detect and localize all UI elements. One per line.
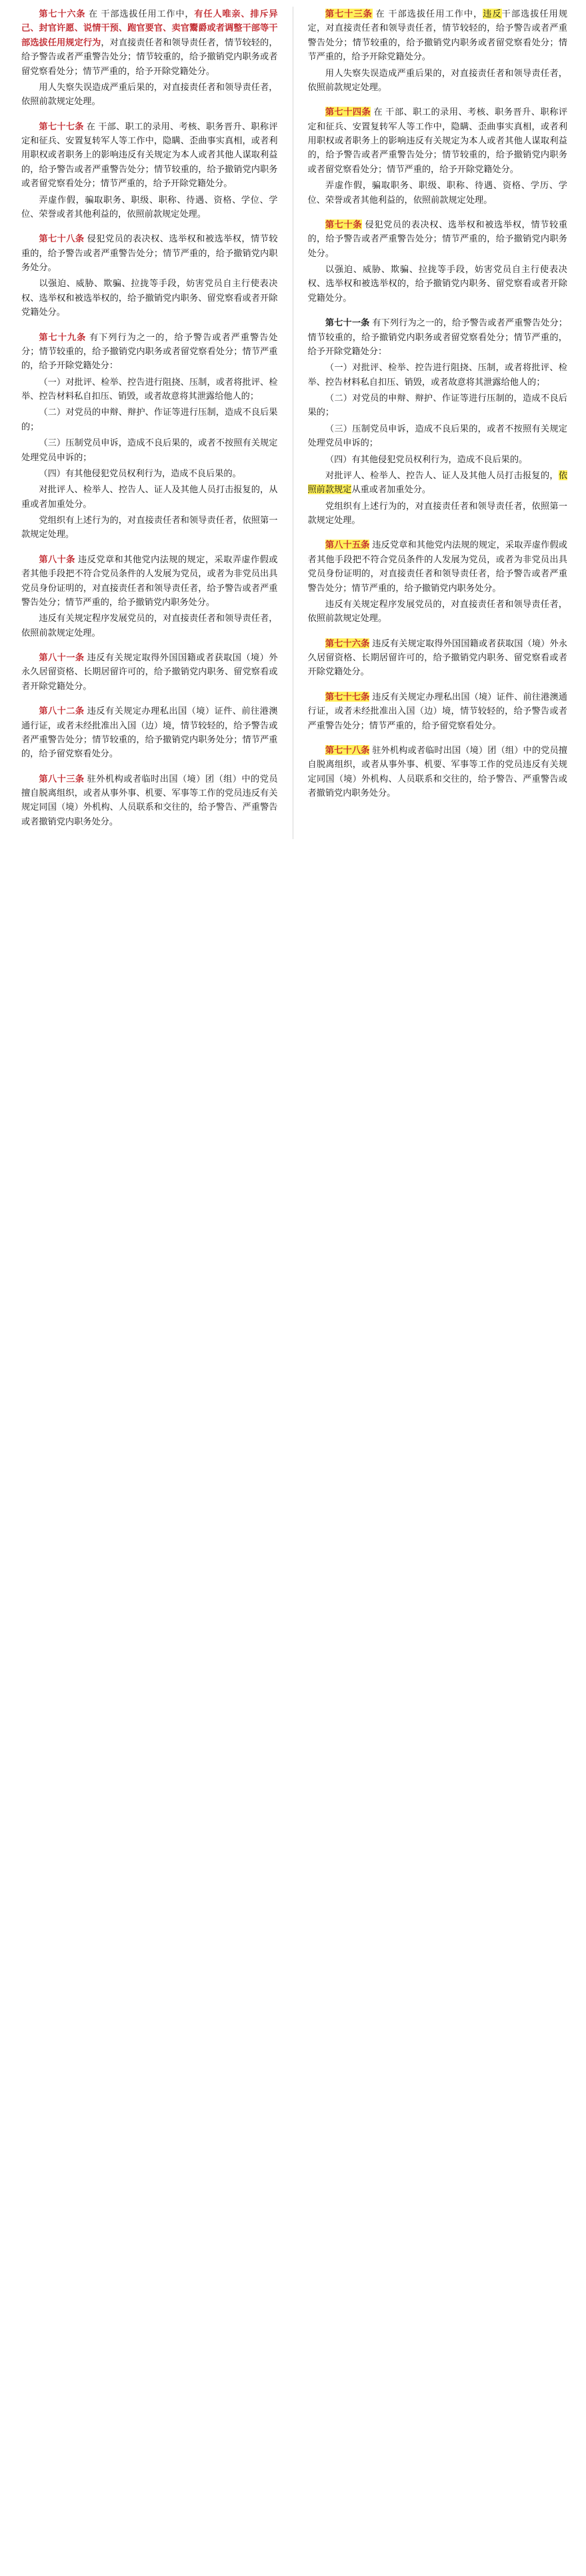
body-text: 干部选拔任用规定，对直接责任者和领导责任者，情节较轻的，给予警告或者严重警告处分；情节较重的，给予撤销党内职务或者留党察看处分；情节严重的，给予开除党籍处分。: [307, 9, 568, 62]
article-block: [308, 315, 568, 527]
article-first-paragraph: [308, 315, 568, 358]
body-text: 有下列行为之一的，给予警告或者严重警告处分；情节较重的，给予撤销党内职务或者留党察看处分；情节严重的，给予开除党籍处分：: [307, 317, 567, 356]
emphasis-red-text: 有任人唯亲、排斥异己、封官许愿、说情干预、跑官要官、卖官鬻爵或者调整干部等: [21, 9, 278, 33]
body-text: 侵犯党员的表决权、选举权和被选举权，情节较重的，给予警告或者严重警告处分；情节严重的，给予撤销党内职务处分。: [21, 233, 278, 272]
article-number: 第七十四条: [325, 107, 371, 117]
article-first-paragraph: [308, 217, 568, 260]
body-text: 在 干部、职工的录用、考核、职务晋升、职称评定和征兵、安置复转军人等工作中，隐瞒、歪曲事实真相，或者利用职权或者职务上的影响违反有关规定为本人或者其他人谋取利益的，给予警告或者严重警告处分；情节较重的，给予撤销党内职务或者留党察看处分；情节严重的，给予开除党籍处分。: [21, 121, 278, 189]
body-text: 用人失察失误造成严重后果的，对直接责任者和领导责任者，依照前款规定处理。: [21, 81, 278, 107]
article-block: [21, 704, 278, 761]
body-text: 驻外机构或者临时出国（境）团（组）中的党员擅自脱离组织，或者从事外事、机要、军事等工作的党员违反有关规定同国（境）外机构、人员联系和交往的，给予警告、严重警告或者撤销党内职务处分。: [21, 773, 278, 826]
body-text: （一）对批评、检举、控告进行阻挠、压制，或者将批评、检举、控告材料私自扣压、销毁，或者故意将其泄露给他人的；: [307, 362, 567, 387]
article-first-paragraph: [21, 330, 278, 373]
article-paragraph: [308, 360, 568, 389]
article-paragraph: [21, 375, 278, 404]
article-number: 第七十七条: [39, 121, 84, 131]
highlighted-text: 依照前款规定: [307, 470, 567, 495]
article-first-paragraph: [21, 704, 278, 761]
body-text: （二）对党员的申辩、辩护、作证等进行压制，造成不良后果的；: [21, 407, 278, 432]
body-text: 弄虚作假，骗取职务、职级、职称、待遇、资格、学位、学位、荣誉或者其他利益的，依照前款规定处理。: [21, 194, 278, 219]
article-first-paragraph: [308, 636, 568, 679]
article-number: 第七十三条: [325, 9, 373, 19]
body-text: 违反有关规定程序发展党员的，对直接责任者和领导责任者，依照前款规定处理。: [21, 613, 278, 638]
body-text: （三）压制党员申诉，造成不良后果的，或者不按照有关规定处理党员申诉的；: [307, 423, 567, 448]
emphasis-red-text: 干部选拔任用规定: [21, 23, 278, 47]
article-paragraph: [21, 513, 278, 542]
article-paragraph: [21, 482, 278, 511]
article-number: 第七十六条: [39, 9, 86, 19]
article-number: 第八十一条: [39, 652, 85, 662]
article-number: 第七十七条: [325, 691, 370, 702]
article-number: 第八十条: [39, 554, 75, 564]
column-left: [5, 7, 293, 839]
article-paragraph: [21, 193, 278, 221]
body-text: 有下列行为之一的，给予警告或者严重警告处分；情节较重的，给予撤销党内职务或者留党察看处分；情节严重的，给予开除党籍处分：: [21, 332, 278, 371]
article-number: 第八十五条: [325, 540, 370, 550]
body-text: 对批评人、检举人、控告人、证人及其他人员打击报复的，从重或者加重处分。: [21, 484, 278, 509]
article-first-paragraph: [308, 7, 568, 64]
body-text: 违反党章和其他党内法规的规定，采取弄虚作假或者其他手段把不符合党员条件的人发展为党员，或者为非党员出具党员身份证明的，对直接责任者和领导责任者，给予警告或者严重警告处分；情节严重的，给予撤销党内职务处分。: [21, 554, 278, 607]
article-paragraph: [308, 499, 568, 528]
article-paragraph: [21, 276, 278, 319]
article-block: [308, 690, 568, 732]
article-first-paragraph: [308, 538, 568, 595]
highlighted-text: 违反: [483, 9, 502, 19]
article-paragraph: [21, 611, 278, 640]
article-paragraph: [308, 178, 568, 207]
body-text: 驻外机构或者临时出国（境）团（组）中的党员擅自脱离组织，或者从事外事、机要、军事等工作的党员违反有关规定同国（境）外机构、人员联系和交往的，给予警告、严重警告或者撤销党内职务处分。: [307, 744, 567, 798]
article-block: [21, 772, 278, 829]
two-column-layout: [5, 7, 581, 839]
article-block: [21, 552, 278, 640]
body-text: ，对直接责任者和领导责任者，情节较轻的，给予警告或者严重警告处分；情节较重的，给予撤销党内职务或者留党察看处分；情节严重的，给予开除党籍处分。: [21, 37, 278, 76]
article-paragraph: [308, 262, 568, 305]
body-text: （一）对批评、检举、控告进行阻挠、压制，或者将批评、检举、控告材料私自扣压、销毁，或者故意将其泄露给他人的；: [21, 376, 278, 401]
article-paragraph: [21, 80, 278, 109]
article-paragraph: [21, 466, 278, 480]
body-text: 弄虚作假，骗取职务、职级、职称、待遇、资格、学历、学位、荣誉或者其他利益的，依照前款规定处理。: [307, 180, 567, 205]
article-paragraph: [308, 468, 568, 497]
body-text: 以强迫、威胁、欺骗、拉拢等手段，妨害党员自主行使表决权、选举权和被选举权的，给予撤销党内职务、留党察看或者开除党籍处分。: [21, 278, 278, 317]
body-text: 在 干部选拔任用工作中，: [88, 9, 195, 19]
article-number: 第八十二条: [39, 706, 85, 716]
article-paragraph: [21, 405, 278, 434]
article-number: 第八十三条: [39, 773, 85, 784]
article-paragraph: [21, 436, 278, 464]
article-block: [308, 217, 568, 305]
article-block: [21, 7, 278, 109]
body-text: （三）压制党员申诉，造成不良后果的，或者不按照有关规定处理党员申诉的；: [21, 438, 278, 462]
article-block: [308, 743, 568, 800]
article-first-paragraph: [21, 7, 278, 78]
article-first-paragraph: [21, 552, 278, 610]
article-first-paragraph: [21, 119, 278, 191]
article-paragraph: [308, 391, 568, 420]
body-text: 在 干部、职工的录用、考核、职务晋升、职称评定和征兵、安置复转军人等工作中，隐瞒、歪曲事实真相，或者利用职权或者职务上的影响违反有关规定为本人或者其他人谋取利益的，给予警告或者严重警告处分；情节较重的，给予撤销党内职务或者留党察看处分；情节严重的，给予开除党籍处分。: [307, 107, 568, 174]
emphasis-red-text: 行为: [83, 37, 101, 47]
article-number: 第七十九条: [39, 332, 87, 342]
body-text: 党组织有上述行为的，对直接责任者和领导责任者，依照第一款规定处理。: [21, 515, 278, 540]
body-text: （四）有其他侵犯党员权利行为，造成不良后果的。: [39, 468, 241, 478]
article-paragraph: [308, 66, 568, 95]
body-text: 从重或者加重处分。: [351, 484, 431, 495]
article-block: [308, 7, 568, 94]
article-number: 第七十一条: [325, 317, 370, 328]
body-text: 用人失察失误造成严重后果的，对直接责任者和领导责任者，依照前款规定处理。: [307, 67, 567, 92]
article-first-paragraph: [308, 743, 568, 800]
body-text: （二）对党员的申辩、辩护、作证等进行压制的，造成不良后果的；: [307, 393, 567, 418]
body-text: 党组织有上述行为的，对直接责任者和领导责任者，依照第一款规定处理。: [307, 500, 567, 525]
body-text: 违反有关规定取得外国国籍或者获取国（境）外永久居留资格、长期居留许可的，给予撤销党内职务、留党察看或者开除党籍处分。: [307, 638, 567, 677]
body-text: 违反党章和其他党内法规的规定，采取弄虚作假或者其他手段把不符合党员条件的人发展为党员，或者为非党员出具党员身份证明的，对直接责任者和领导责任者，给予警告或者严重警告处分；情节严重的，给予撤销党内职务处分。: [307, 540, 567, 593]
article-first-paragraph: [308, 105, 568, 176]
body-text: 对批评人、检举人、控告人、证人及其他人员打击报复的，: [325, 470, 559, 480]
body-text: 违反有关规定程序发展党员的，对直接责任者和领导责任者，依照前款规定处理。: [307, 598, 567, 624]
article-block: [308, 105, 568, 207]
article-number: 第七十八条: [39, 233, 85, 244]
article-block: [21, 231, 278, 319]
article-block: [21, 650, 278, 693]
article-block: [308, 636, 568, 679]
article-block: [21, 330, 278, 542]
article-paragraph: [308, 452, 568, 466]
body-text: 违反有关规定取得外国国籍或者获取国（境）外永久居留资格、长期居留许可的，给予撤销党内职务、留党察看或者开除党籍处分。: [21, 652, 278, 691]
article-block: [21, 119, 278, 221]
article-number: 第七十条: [325, 219, 363, 229]
article-number: 第七十六条: [325, 638, 370, 648]
article-first-paragraph: [21, 772, 278, 829]
body-text: 违反有关规定办理私出国（境）证件、前往港澳通行证，或者未经批准出入国（边）境，情节较轻的，给予警告或者严重警告处分；情节严重的，给予留党察看处分。: [307, 691, 567, 730]
article-block: [308, 538, 568, 625]
body-text: 以强迫、威胁、欺骗、拉拢等手段，妨害党员自主行使表决权、选举权和被选举权的，给予撤销党内职务、留党察看或者开除党籍处分。: [307, 264, 567, 303]
article-paragraph: [308, 422, 568, 450]
article-first-paragraph: [21, 650, 278, 693]
body-text: （四）有其他侵犯党员权利行为，造成不良后果的。: [325, 454, 528, 464]
body-text: 侵犯党员的表决权、选举权和被选举权，情节较重的，给予警告或者严重警告处分；情节严重的，给予撤销党内职务处分。: [307, 219, 568, 258]
article-first-paragraph: [308, 690, 568, 732]
article-paragraph: [308, 597, 568, 626]
article-number: 第七十八条: [325, 744, 370, 755]
article-first-paragraph: [21, 231, 278, 274]
body-text: 在 干部选拔任用工作中，: [375, 9, 483, 19]
column-right: [293, 7, 581, 810]
body-text: 违反有关规定办理私出国（境）证件、前往港澳通行证，或者未经批准出入国（边）境，情节较轻的，给予警告或者严重警告处分；情节较重的，给予撤销党内职务处分；情节严重的，给予留党察看处分。: [21, 706, 278, 759]
